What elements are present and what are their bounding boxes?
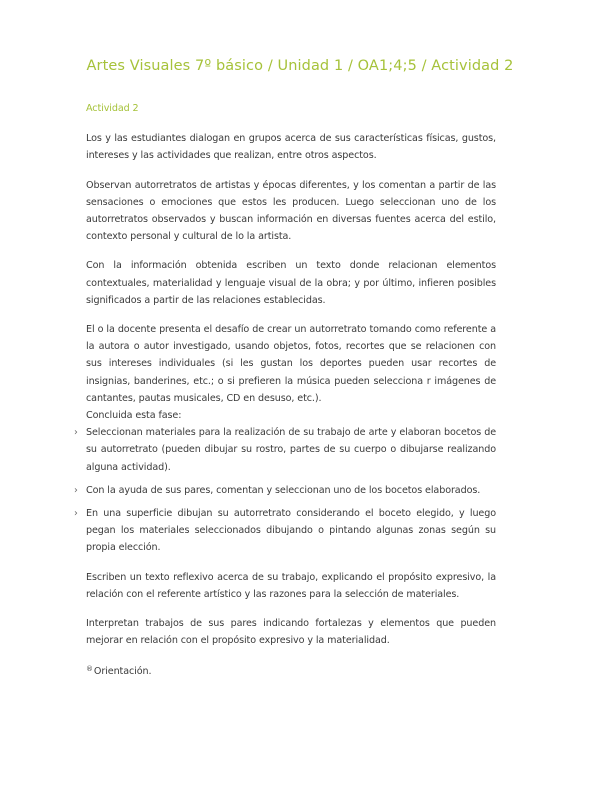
- list-item-text: Con la ayuda de sus pares, comentan y seleccionan uno de los bocetos elaborados.: [86, 484, 481, 496]
- paragraph-observation: Observan autorretratos de artistas y épocas diferentes, y los comentan a partir de las sensaciones o emociones que estos les producen. Luego seleccionan uno de los autorretratos observados y buscan información en diversas fuentes acerca del estilo, contexto personal y cultural de lo la artista.: [86, 179, 496, 243]
- activity-content: [74, 100, 496, 681]
- paragraph-peer-review: Interpretan trabajos de sus pares indicando fortalezas y elementos que pueden mejorar en relación con el propósito expresivo y la materialidad.: [86, 618, 496, 647]
- chevron-right-icon: ›: [74, 484, 78, 496]
- list-item: [74, 424, 496, 476]
- chevron-right-icon: ›: [74, 508, 78, 520]
- paragraph-dialogue: Los y las estudiantes dialogan en grupos acerca de sus características físicas, gustos, intereses y las actividades que realizan, entre otros aspectos.: [86, 133, 496, 162]
- chevron-right-icon: ›: [74, 427, 78, 439]
- steps-list: [74, 424, 496, 556]
- list-item-text: En una superficie dibujan su autorretrato considerando el boceto elegido, y luego pegan los materiales seleccionados dibujando o pintando algunas zonas según su propia elección.: [86, 508, 496, 554]
- paragraph-challenge: El o la docente presenta el desafío de crear un autorretrato tomando como referente a la autora o autor investigado, usando objetos, fotos, recortes que se relacionen con sus intereses individuales (si les gustan los deportes pueden usar recortes de insignias, banderines, etc.; o si prefieren la música pueden selecciona r imágenes de cantantes, pautas musicales, CD en desuso, etc.).: [86, 324, 496, 404]
- list-item: [74, 505, 496, 557]
- list-item-text: Seleccionan materiales para la realización de su trabajo de arte y elaboran bocetos de su autorretrato (pueden dibujar su rostro, partes de su cuerpo o dibujarse realizando alguna actividad).: [86, 427, 496, 473]
- orientation-note: [86, 661, 496, 680]
- orientation-label: Orientación.: [93, 666, 152, 678]
- list-item: [74, 482, 496, 499]
- paragraph-writing: Con la información obtenida escriben un texto donde relacionan elementos contextuales, materialidad y lenguaje visual de la obra; y por último, infieren posibles significados a partir de las relaciones establecidas.: [86, 260, 496, 306]
- page-title: Artes Visuales 7º básico / Unidad 1 / OA1;4;5 / Actividad 2: [86, 58, 514, 74]
- paragraph-reflection: Escriben un texto reflexivo acerca de su trabajo, explicando el propósito expresivo, la relación con el referente artístico y las razones para la selección de materiales.: [86, 571, 496, 600]
- phase-intro: Concluida esta fase:: [86, 410, 182, 422]
- activity-label: Actividad 2: [86, 103, 139, 114]
- orientation-mark-icon: ®: [86, 665, 93, 674]
